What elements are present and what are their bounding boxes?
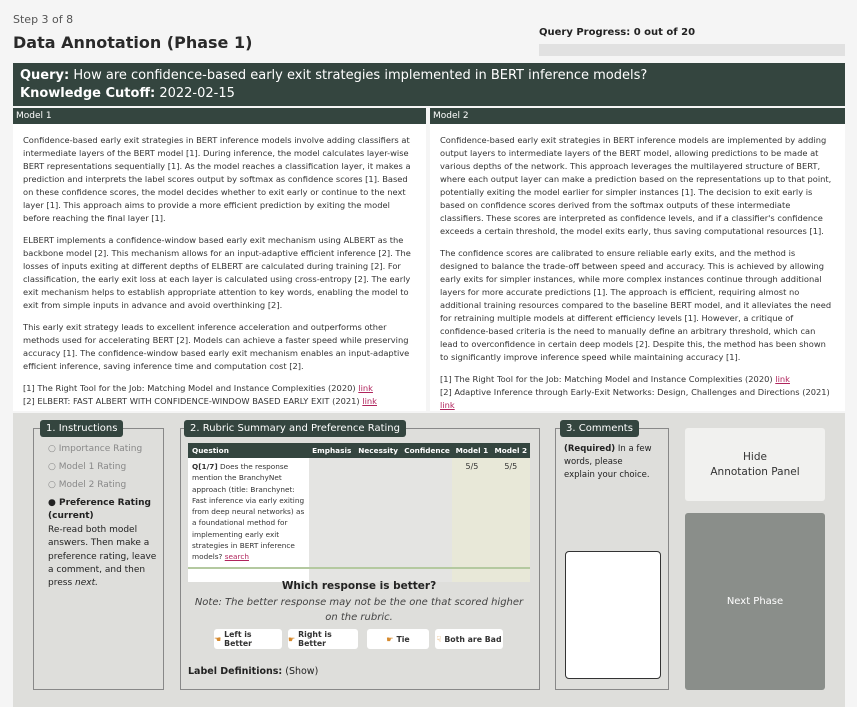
hand-left-icon: ☚ <box>214 634 222 644</box>
instruction-step-model-2: ○ Model 2 Rating <box>48 480 127 490</box>
query-progress-label: Query Progress: 0 out of 20 <box>539 27 696 38</box>
knowledge-cutoff-value: 2022-02-15 <box>159 86 235 101</box>
hand-right-icon: ☛ <box>288 634 296 644</box>
instructions-title: 1. Instructions <box>40 420 123 437</box>
comments-title: 3. Comments <box>560 420 639 437</box>
reference-link[interactable]: link <box>440 400 455 410</box>
label-definitions-toggle[interactable]: (Show) <box>285 666 319 677</box>
tie-button[interactable]: ☛ Tie <box>367 629 429 649</box>
query-label: Query: <box>20 68 70 83</box>
reference-link[interactable]: link <box>775 374 790 384</box>
model-1-reference: [1] The Right Tool for the Job: Matching Model and Instance Complexities (2020) link <box>23 383 373 393</box>
query-banner <box>13 63 845 106</box>
model-2-answer <box>430 124 845 411</box>
rubric-title: 2. Rubric Summary and Preference Rating <box>184 420 406 437</box>
emphasis-cell[interactable] <box>309 458 354 582</box>
col-question: Question <box>188 443 309 458</box>
search-link[interactable]: search <box>224 552 249 562</box>
page-title: Data Annotation (Phase 1) <box>13 33 253 52</box>
model-1-header: Model 1 <box>13 108 426 124</box>
reference-link[interactable]: link <box>362 396 377 406</box>
rubric-underline <box>188 567 530 569</box>
instruction-step-current: ● Preference Rating (current) Re-read both model answers. Then make a preference rating, leave a comment, and then press next. <box>48 498 157 589</box>
col-model-1: Model 1 <box>452 443 491 458</box>
table-row <box>188 458 530 582</box>
model-2-paragraph: The confidence scores are calibrated to ensure reliable early exits, and the method is designed to balance the trade-off between speed and accuracy. This is achieved by allowing early exits for simpler instances, while more complex instances continue through additional layers for more accurate predictions [1]. The approach is efficient, requiring almost no additional training resources compared to the baseline BERT model, and it alleviates the need for retraining multiple models at different efficiency levels [1]. However, a critique of confidence-based criteria is the need to manually define an arbitrary threshold, which can lead to overconfidence in certain deep models [2]. Despite this, the method has been shown to significantly improve inference speed while maintaining accuracy [1]. <box>440 248 832 362</box>
confidence-cell[interactable] <box>402 458 452 582</box>
hide-annotation-panel-button[interactable]: Hide Annotation Panel <box>685 428 825 501</box>
both-are-bad-button[interactable]: ☟ Both are Bad <box>435 629 503 649</box>
model-2-score: 5/5 <box>492 458 530 582</box>
model-1-reference: [2] ELBERT: FAST ALBERT WITH CONFIDENCE-WINDOW BASED EARLY EXIT (2021) link <box>23 396 377 406</box>
instruction-step-model-1: ○ Model 1 Rating <box>48 462 127 472</box>
model-2-paragraph: Confidence-based early exit strategies in BERT inference models are implemented by adding output layers to intermediate layers of the BERT model, allowing predictions to be made at various depths of the network. This approach leverages the multilayered structure of BERT, where each output layer can make a prediction based on the representations up to that point, potentially exiting the model earlier for simpler instances [1]. The decision to exit early is based on confidence scores derived from the softmax outputs of these intermediate classifiers. These scores are interpreted as confidence levels, and if a classifier's confidence exceeds a certain threshold, the model exits early, thus saving computational resources [1]. <box>440 135 832 236</box>
step-indicator: Step 3 of 8 <box>13 13 74 26</box>
left-is-better-button[interactable]: ☚ Left is Better <box>214 629 282 649</box>
preference-question: Which response is better? <box>281 580 437 592</box>
right-is-better-button[interactable]: ☛ Right is Better <box>288 629 358 649</box>
reference-link[interactable]: link <box>358 383 373 393</box>
next-phase-button[interactable]: Next Phase <box>685 513 825 690</box>
col-confidence: Confidence <box>402 443 452 458</box>
model-2-reference: [2] Adaptive Inference through Early-Exit Networks: Design, Challenges and Directions (2021) link <box>440 387 830 410</box>
model-1-score: 5/5 <box>452 458 491 582</box>
query-text: How are confidence-based early exit strategies implemented in BERT inference models? <box>73 68 648 83</box>
comments-instructions: (Required) In a few words, please explain your choice. <box>564 444 652 480</box>
instruction-step-importance: ○ Importance Rating <box>48 444 143 454</box>
model-1-paragraph: This early exit strategy leads to excellent inference acceleration and outperforms other methods used for accelerating BERT [2]. Models can achieve a faster speed while preserving accuracy [1]. The confidence-window based early exit mechanism enables an input-adaptive efficient inference, saving inference time and computation cost [2]. <box>23 322 410 371</box>
model-1-paragraph: ELBERT implements a confidence-window based early exit mechanism using ALBERT as the backbone model [2]. This mechanism allows for an input-adaptive efficient inference [2]. The losses of inputs exiting at different depths of ELBERT are calculated during training [2]. For classification, the early exit loss at each layer is calculated using cross-entropy [2]. The early exit mechanism helps to establish appropriate attention to key words, enabling the model to exit from simple inputs in advance and avoid overthinking [2]. <box>23 235 411 310</box>
handshake-icon: ☛ <box>386 634 394 644</box>
thumbs-down-icon: ☟ <box>436 634 442 644</box>
model-1-paragraph: Confidence-based early exit strategies in BERT inference models involve adding classifiers at intermediate layers of the BERT model [1]. During inference, the model calculates layer-wise BERT representations sequentially [1]. As the model reaches a classification layer, it makes a prediction and interprets the label scores output by softmax as confidence scores [1]. Based on these confidence scores, the model decides whether to exit early or continue to the next layer [1]. This approach aims to provide a more efficient prediction by exiting the model before reaching the final layer [1]. <box>23 135 411 223</box>
col-emphasis: Emphasis <box>309 443 354 458</box>
model-1-answer <box>13 124 426 411</box>
necessity-cell[interactable] <box>354 458 401 582</box>
preference-note: Note: The better response may not be the one that scored higher on the rubric. <box>194 597 524 623</box>
knowledge-cutoff-label: Knowledge Cutoff: <box>20 86 156 101</box>
comment-textarea[interactable] <box>565 551 661 679</box>
query-progress-bar <box>539 44 845 56</box>
model-2-reference: [1] The Right Tool for the Job: Matching Model and Instance Complexities (2020) link <box>440 374 790 384</box>
rubric-table <box>188 443 530 582</box>
label-definitions: Label Definitions: (Show) <box>188 666 319 677</box>
model-2-header: Model 2 <box>430 108 845 124</box>
col-necessity: Necessity <box>354 443 401 458</box>
rubric-question-cell: Q[1/7] Does the response mention the BranchyNet approach (title: Branchynet: Fast inference via early exiting from deep neural networks) as a foundational method for implementing early exit strategies in BERT inference models? search <box>188 458 309 582</box>
col-model-2: Model 2 <box>492 443 530 458</box>
